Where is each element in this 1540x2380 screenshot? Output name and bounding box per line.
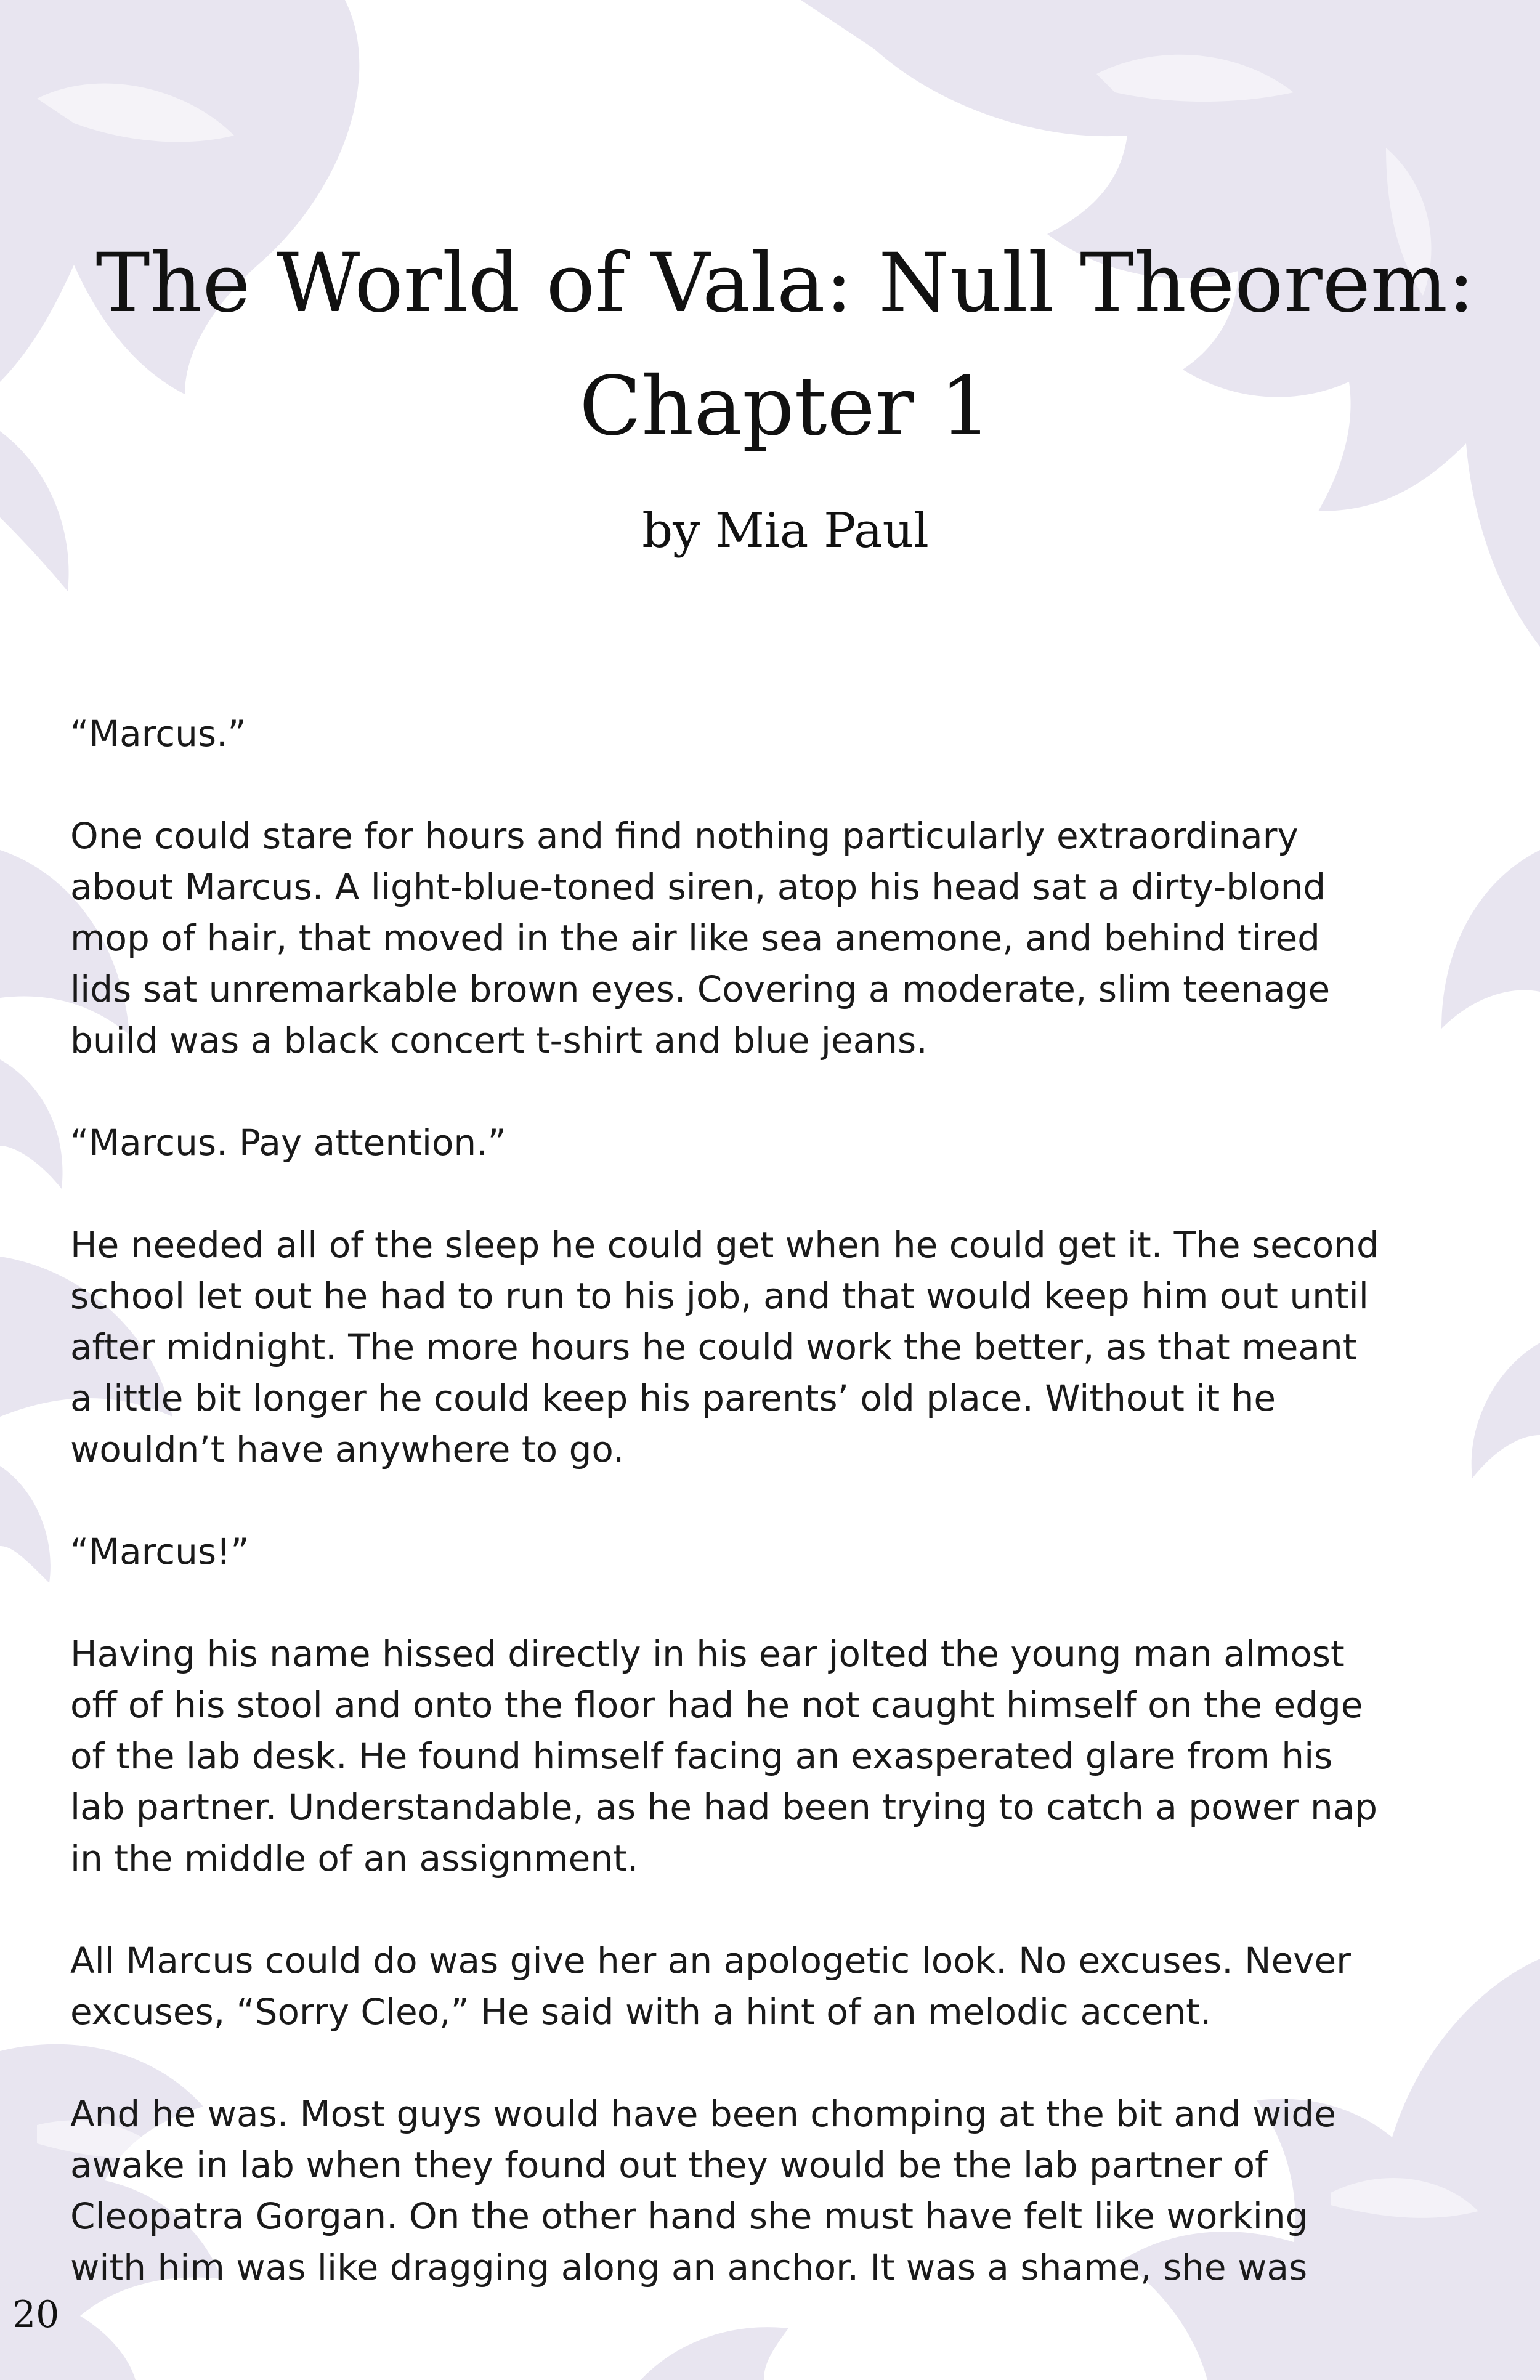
paragraph [70,708,1481,759]
text-line: mop of hair, that moved in the air like sea anemone, and behind tired [70,917,1320,959]
text-line: after midnight. The more hours he could work the better, as that meant [70,1326,1357,1368]
text-line: All Marcus could do was give her an apologetic look. No excuses. Never [70,1940,1352,1981]
text-line: “Marcus. Pay attention.” [70,1122,506,1164]
paragraph [70,1526,1481,1577]
text-line: lids sat unremarkable brown eyes. Covering a moderate, slim teenage [70,968,1331,1010]
author-byline: by Mia Paul [642,503,929,559]
paragraph [70,1935,1481,2038]
text-line: about Marcus. A light-blue-toned siren, atop his head sat a dirty-blond [70,866,1326,908]
text-line: with him was like dragging along an anchor. It was a shame, she was [70,2246,1308,2288]
paragraph [70,1629,1481,1884]
page-number: 20 [12,2293,60,2336]
paragraph [70,2089,1481,2293]
text-line: Having his name hissed directly in his ear jolted the young man almost [70,1633,1345,1675]
paragraph [70,1117,1481,1168]
text-line: build was a black concert t-shirt and blue jeans. [70,1019,928,1061]
text-line: lab partner. Understandable, as he had been trying to catch a power nap [70,1786,1378,1828]
page-title [92,222,1478,468]
text-line: “Marcus.” [70,713,246,755]
text-line: And he was. Most guys would have been chomping at the bit and wide [70,2093,1336,2135]
text-line: of the lab desk. He found himself facing an exasperated glare from his [70,1735,1333,1777]
text-line: excuses, “Sorry Cleo,” He said with a hint of an melodic accent. [70,1991,1212,2033]
title-line: The World of Vala: Null Theorem: [95,236,1475,331]
text-line: He needed all of the sleep he could get when he could get it. The second [70,1224,1379,1266]
text-line: “Marcus!” [70,1531,249,1572]
text-line: Cleopatra Gorgan. On the other hand she must have felt like working [70,2195,1308,2237]
paragraph [70,1220,1481,1475]
paragraph [70,811,1481,1066]
text-line: school let out he had to run to his job, and that would keep him out until [70,1275,1369,1317]
text-line: a little bit longer he could keep his parents’ old place. Without it he [70,1377,1276,1419]
text-line: wouldn’t have anywhere to go. [70,1428,625,1470]
story-body [70,708,1481,2344]
text-line: awake in lab when they found out they would be the lab partner of [70,2144,1268,2186]
text-line: One could stare for hours and find nothing particularly extraordinary [70,815,1299,857]
title-line: Chapter 1 [579,359,992,454]
text-line: off of his stool and onto the floor had he not caught himself on the edge [70,1684,1363,1726]
text-line: in the middle of an assignment. [70,1837,639,1879]
